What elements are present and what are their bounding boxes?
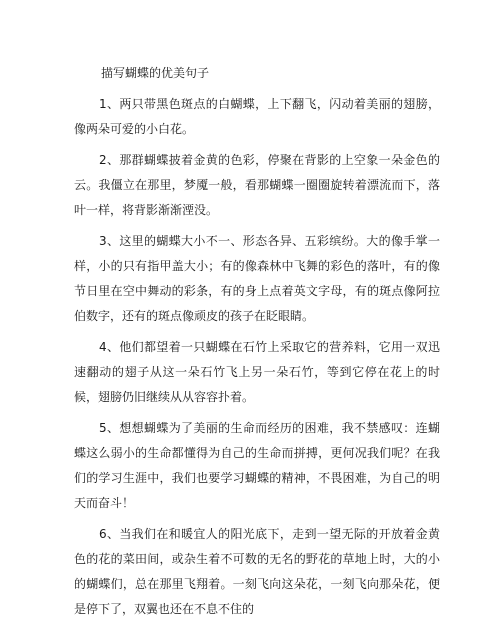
paragraph-list [74, 92, 440, 628]
paragraph-6: 6、当我们在和暖宜人的阳光底下，走到一望无际的开放着金黄色的花的菜田间，或杂生着不可数的无名的野花的草地上时，大的小的蝴蝶们，总在那里飞翔着。一刻飞向这朵花，一刻飞向那朵花，便是停下了，双翼也还在不息不住的 [74, 527, 440, 616]
paragraph-4: 4、他们都望着一只蝴蝶在石竹上采取它的营养料，它用一双迅速翻动的翅子从这一朵石竹飞上另一朵石竹，等到它停在花上的时候，翅膀仍旧继续从从容容扑着。 [74, 340, 440, 404]
paragraph-1: 1、两只带黑色斑点的白蝴蝶，上下翻飞，闪动着美丽的翅膀，像两朵可爱的小白花。 [74, 97, 440, 136]
document-title: 描写蝴蝶的优美句子 [101, 66, 210, 80]
paragraph-5: 5、想想蝴蝶为了美丽的生命而经历的困难，我不禁感叹：连蝴蝶这么弱小的生命都懂得为自己的生命而拼搏，更何况我们呢？在我们的学习生涯中，我们也要学习蝴蝶的精神，不畏困难，为自己的明天而奋斗！ [74, 421, 440, 510]
paragraph-2: 2、那群蝴蝶披着金黄的色彩，停聚在背影的上空象一朵金色的云。我僵立在那里，梦魇一般，看那蝴蝶一圈圈旋转着漂流而下，落叶一样，将背影渐渐湮没。 [74, 153, 440, 217]
paragraph-3: 3、这里的蝴蝶大小不一、形态各异、五彩缤纷。大的像手掌一样，小的只有指甲盖大小；有的像森林中飞舞的彩色的落叶，有的像节日里在空中舞动的彩条，有的身上点着英文字母，有的斑点像阿拉伯数字，还有的斑点像顽皮的孩子在眨眼睛。 [74, 234, 440, 323]
